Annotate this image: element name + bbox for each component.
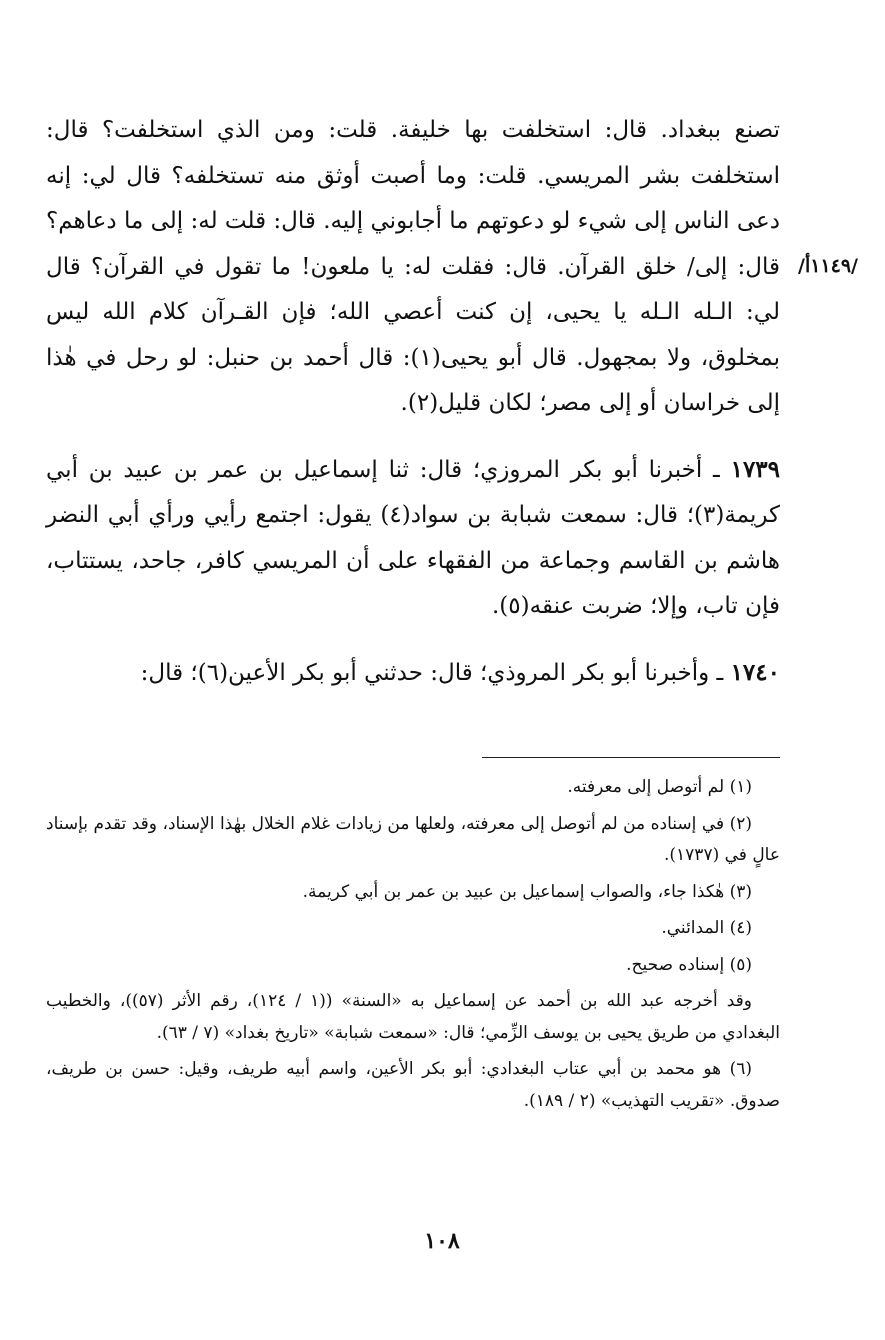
narration-text: ـ وأخبرنا أبو بكر المروذي؛ قال: حدثني أبو بكر الأعين(٦)؛ قال:	[140, 659, 724, 686]
footnote: (٦) هو محمد بن أبي عتاب البغدادي: أبو بكر الأعين، واسم أبيه طريف، وقيل: حسن بن طريف، صدوق. «تقريب التهذيب» (٢ / ١٨٩).	[46, 1059, 780, 1111]
paragraph-1739	[46, 447, 780, 630]
narration-number: ١٧٤٠	[730, 658, 780, 686]
footnotes	[46, 772, 780, 1117]
narration-text: ـ أخبرنا أبو بكر المروزي؛ قال: ثنا إسماعيل بن عمر بن عبيد بن أبي كريمة(٣)؛ قال: سمعت شبابة بن سواد(٤) يقول: اجتمع رأيي ورأي أبي النضر هاشم بن القاسم وجماعة من الفقهاء على أن المريسي كافر، جاحد، يستتاب، فإن تاب، وإلا؛ ضربت عنقه(٥).	[46, 456, 780, 619]
paragraph-continuation: تصنع ببغداد. قال: استخلفت بها خليفة. قلت: ومن الذي استخلفت؟ قال: استخلفت بشر المريسي. قلت: وما أصبت أوثق منه تستخلفه؟ قال لي: إنه دعى الناس إلى شيء لو دعوتهم ما أجابوني إليه. قال: قلت له: إلى ما دعاهم؟ قال: إلى/ خلق القرآن. قال: فقلت له: يا ملعون! ما تقول في القرآن؟ قال لي: الـله الـله يا يحيى، إن كنت أعصي الله؛ فإن القـرآن كلام الله ليس بمخلوق، ولا بمجهول. قال أبو يحيى(١): قال أحمد بن حنبل: لو رحل في هٰذا إلى خراسان أو إلى مصر؛ لكان قليل(٢).	[46, 117, 781, 416]
footnote: (٣) هٰكذا جاء، والصواب إسماعيل بن عبيد بن عمر بن أبي كريمة.	[302, 881, 752, 902]
footnote-separator	[482, 757, 780, 758]
footnote: (٥) إسناده صحيح.	[626, 954, 752, 975]
footnote: وقد أخرجه عبد الله بن أحمد عن إسماعيل به «السنة» ((١ / ١٢٤)، رقم الأثر (٥٧))، والخطيب البغدادي من طريق يحيى بن يوسف الزِّمي؛ قال: «سمعت شبابة» «تاريخ بغداد» (٧ / ٦٣).	[46, 991, 780, 1043]
paragraph-1740	[46, 650, 780, 697]
page-number: ١٠٨	[424, 1228, 460, 1254]
footnote: (١) لم أتوصل إلى معرفته.	[567, 777, 752, 797]
footnote: (٢) في إسناده من لم أتوصل إلى معرفته، ولعلها من زيادات غلام الخلال بهٰذا الإسناد، وقد تقدم بإسناد عالٍ في (١٧٣٧).	[46, 813, 780, 865]
narration-number: ١٧٣٩	[730, 455, 781, 483]
main-text	[46, 108, 780, 696]
footnote: (٤) المدائني.	[661, 918, 752, 938]
manuscript-folio-note: /١١٤٩أ/	[798, 255, 858, 277]
